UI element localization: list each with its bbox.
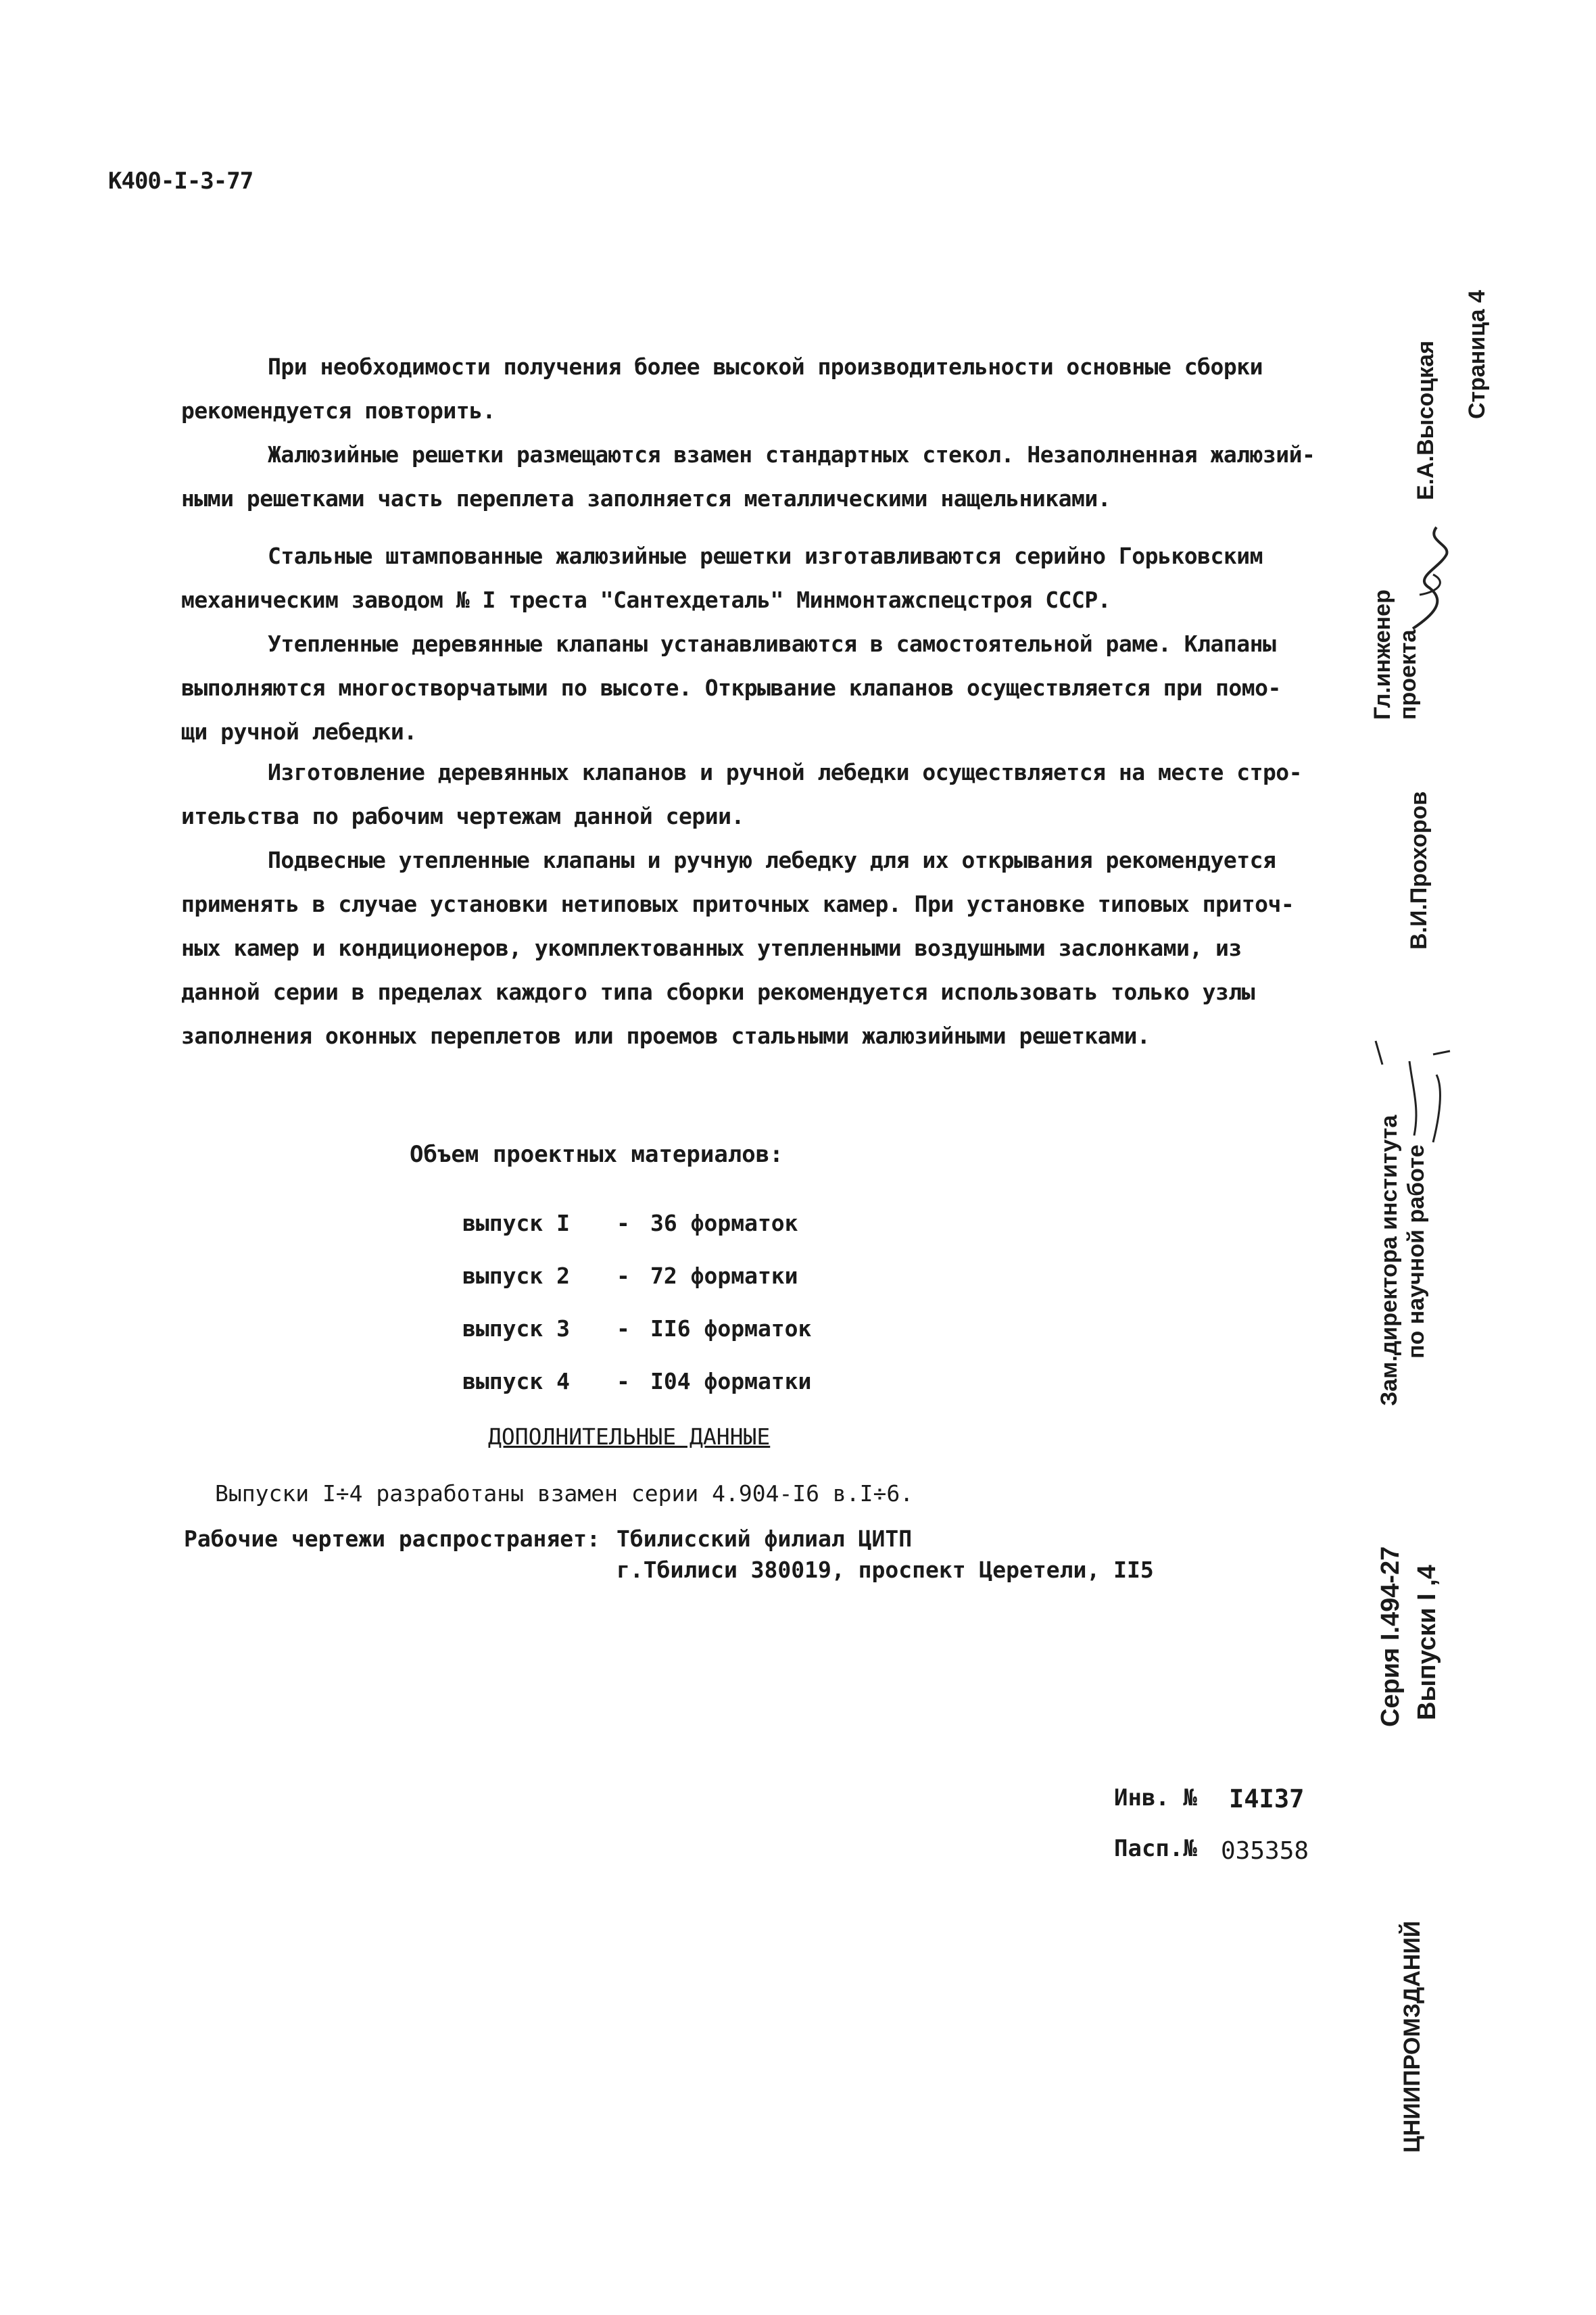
text-line: ительства по рабочим чертежам данной серии. — [181, 803, 744, 829]
text-line: выполняются многостворчатыми по высоте. Открывание клапанов осуществляется при помо- — [181, 675, 1281, 701]
text-line: Стальные штампованные жалюзийные решетки изготавливаются серийно Горьковским — [268, 543, 1263, 569]
text-line: Изготовление деревянных клапанов и ручной лебедки осуществляется на месте стро- — [268, 759, 1303, 785]
text-line: Утепленные деревянные клапаны устанавливаются в самостоятельной раме. Клапаны — [268, 631, 1276, 657]
chief-engineer-role-2: проекта — [1395, 629, 1421, 720]
volume-dash: - — [616, 1368, 630, 1394]
volume-name: выпуск 4 — [462, 1368, 570, 1394]
volume-name: выпуск I — [462, 1210, 570, 1236]
text-line: ных камер и кондиционеров, укомплектованных утепленными воздушными заслонками, из — [181, 935, 1242, 961]
inventory-label: Инв. № — [1114, 1784, 1197, 1811]
series-label: Серия I.494-27 — [1376, 1546, 1405, 1727]
signature-chief-engineer — [1399, 514, 1460, 635]
text-line: заполнения оконных переплетов или проемов стальными жалюзийными решетками. — [181, 1023, 1151, 1049]
paragraph — [181, 838, 1324, 1058]
volume-dash: - — [616, 1315, 630, 1342]
text-line: механическим заводом № I треста "Сантехдеталь" Минмонтажспецстроя СССР. — [181, 587, 1111, 613]
volume-count: 72 форматки — [650, 1263, 798, 1289]
volume-name: выпуск 3 — [462, 1315, 570, 1342]
volume-name: выпуск 2 — [462, 1263, 570, 1289]
text-line: данной серии в пределах каждого типа сборки рекомендуется использовать только узлы — [181, 979, 1255, 1005]
volumes-title: Объем проектных материалов: — [410, 1141, 783, 1168]
passport-number: 035358 — [1221, 1837, 1309, 1865]
distributor-address: г.Тбилиси 380019, проспект Церетели, II5 — [616, 1557, 1154, 1583]
chief-engineer-role-1: Гл.инженер — [1370, 589, 1395, 720]
volume-count: I04 форматки — [650, 1368, 812, 1394]
signature-deputy-director — [1372, 1034, 1460, 1149]
deputy-director-role-2: по научной работе — [1403, 1144, 1429, 1359]
paragraph — [181, 534, 1324, 622]
passport-label: Пасп.№ — [1114, 1835, 1197, 1862]
paragraph — [181, 750, 1324, 838]
inventory-number: I4I37 — [1229, 1784, 1305, 1813]
paragraph — [181, 345, 1324, 433]
distributor-name: Тбилисский филиал ЦИТП — [616, 1526, 913, 1552]
paragraph — [181, 433, 1324, 520]
deputy-director-role-1: Зам.директора института — [1376, 1115, 1402, 1406]
replacement-note: Выпуски I÷4 разработаны взамен серии 4.904-I6 в.I÷6. — [215, 1480, 914, 1507]
deputy-director-name: В.И.Прохоров — [1406, 791, 1432, 950]
text-line: Жалюзийные решетки размещаются взамен стандартных стекол. Незаполненная жалюзий- — [268, 441, 1315, 468]
text-line: При необходимости получения более высокой производительности основные сборки — [268, 354, 1263, 380]
organization-name: ЦНИИПРОМЗДАНИЙ — [1399, 1920, 1425, 2153]
text-line: применять в случае установки нетиповых приточных камер. При установке типовых приточ- — [181, 891, 1295, 917]
page-number: Страница 4 — [1464, 290, 1490, 419]
text-line: щи ручной лебедки. — [181, 718, 417, 745]
volume-dash: - — [616, 1263, 630, 1289]
issues-label: Выпуски I ,4 — [1413, 1565, 1441, 1720]
volume-count: II6 форматок — [650, 1315, 812, 1342]
volume-dash: - — [616, 1210, 630, 1236]
chief-engineer-name: Е.А.Высоцкая — [1413, 340, 1438, 500]
volume-count: 36 форматок — [650, 1210, 798, 1236]
distributor-label: Рабочие чертежи распространяет: — [184, 1526, 600, 1552]
paragraph — [181, 622, 1324, 754]
additional-data-title: ДОПОЛНИТЕЛЬНЫЕ ДАННЫЕ — [488, 1423, 771, 1450]
text-line: ными решетками часть переплета заполняется металлическими нащельниками. — [181, 485, 1111, 512]
text-line: Подвесные утепленные клапаны и ручную лебедку для их открывания рекомендуется — [268, 847, 1276, 873]
document-code: К400-I-3-77 — [108, 168, 253, 195]
text-line: рекомендуется повторить. — [181, 397, 495, 424]
